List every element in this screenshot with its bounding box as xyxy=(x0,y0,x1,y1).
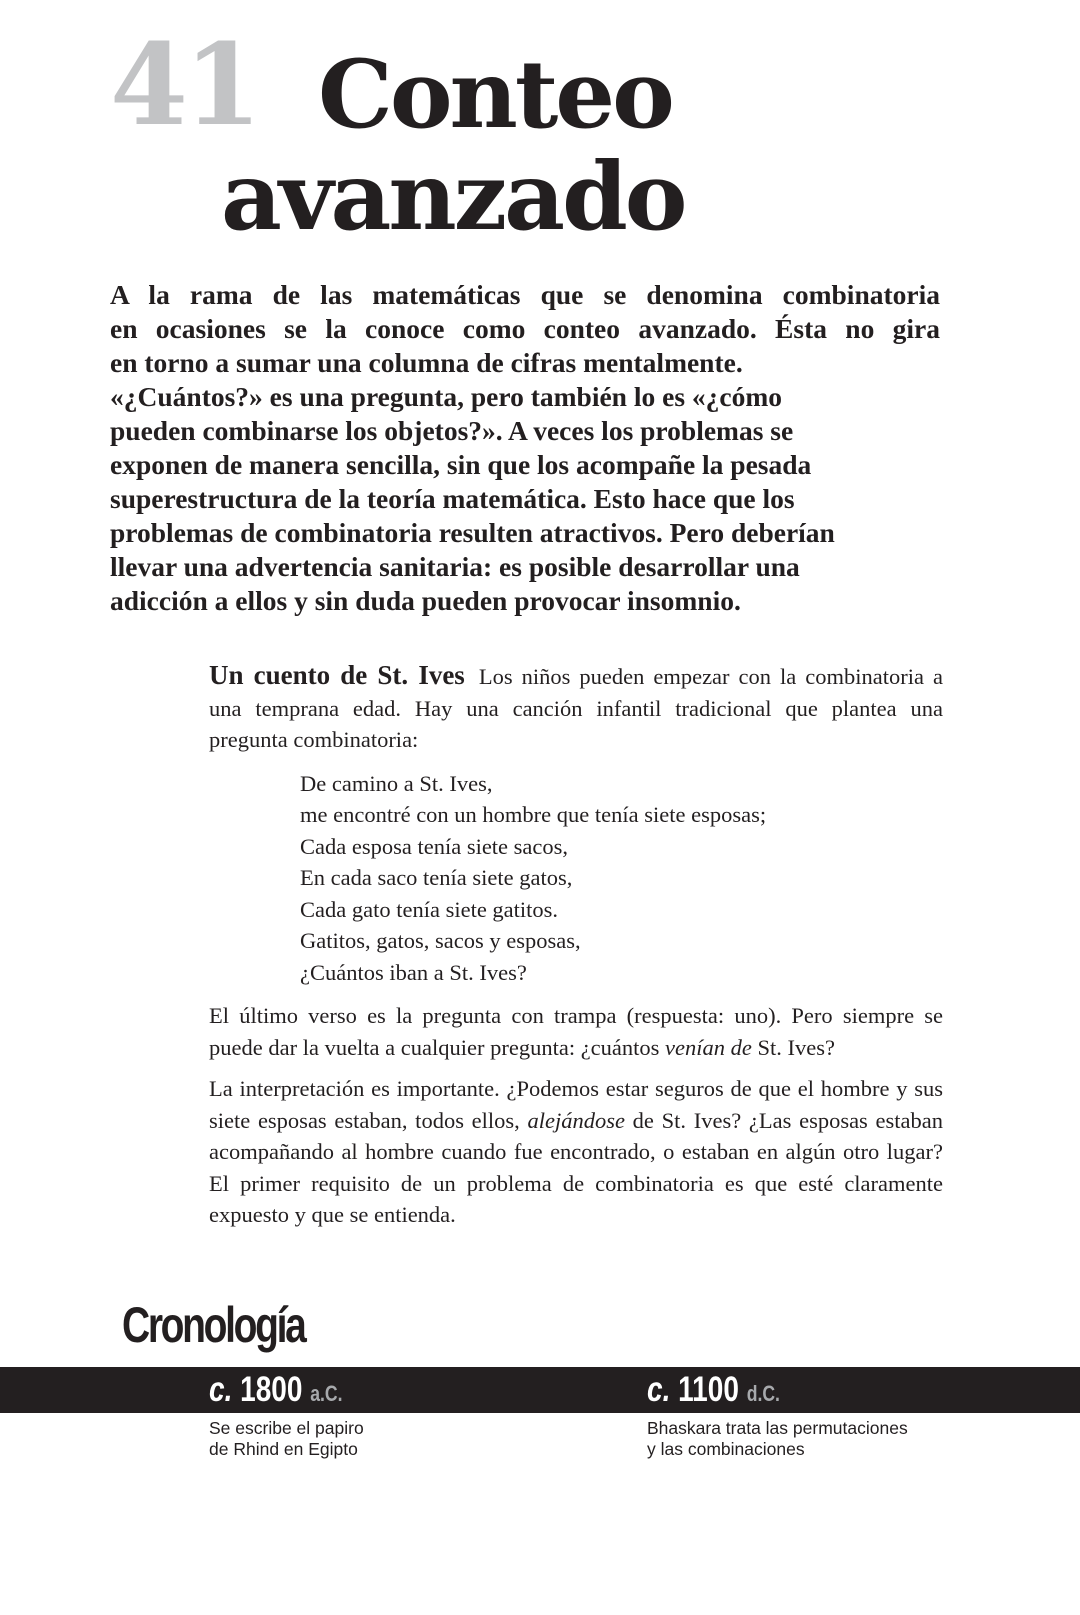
intro-paragraph xyxy=(110,278,940,618)
timeline-description-2 xyxy=(647,1418,908,1460)
description-line: de Rhind en Egipto xyxy=(209,1439,358,1459)
intro-line: en ocasiones se la conoce como conteo avanzado. Ésta no gira xyxy=(110,313,940,344)
poem-line: Cada gato tenía siete gatitos. xyxy=(300,896,559,922)
intro-line: adicción a ellos y sin duda pueden provocar insomnio. xyxy=(110,585,741,616)
poem-line: me encontré con un hombre que tenía siete esposas; xyxy=(300,802,767,827)
emphasis: alejándose xyxy=(527,1107,625,1133)
timeline-band xyxy=(0,1367,1080,1413)
timeline-description-1 xyxy=(209,1418,364,1460)
intro-line: superestructura de la teoría matemática. Esto hace que los xyxy=(110,483,795,514)
description-line: Se escribe el papiro xyxy=(209,1418,364,1438)
paragraph-text: La interpretación es importante. ¿Podemos estar seguros de que el hombre y sus siete esposas estaban, todos ellos, xyxy=(209,1076,943,1133)
chapter-title-line-2: avanzado xyxy=(221,142,685,252)
emphasis: venían de xyxy=(665,1034,752,1060)
section-body xyxy=(209,660,943,1231)
paragraph-text: de St. Ives? ¿Las esposas estaban acompañando al hombre cuando fue encontrado, o estaban en algún otro lugar? El primer requisito de un problema de combinatoria es que esté claramente expuesto y que se entienda. xyxy=(209,1107,943,1227)
poem-line: Cada esposa tenía siete sacos, xyxy=(300,833,569,859)
intro-line: A la rama de las matemáticas que se denomina combinatoria xyxy=(110,279,940,310)
poem-line: En cada saco tenía siete gatos, xyxy=(300,865,573,890)
year: 1800 xyxy=(240,1370,303,1409)
timeline-date-2 xyxy=(647,1369,780,1415)
timeline-date-1 xyxy=(209,1369,343,1415)
section-heading: Un cuento de St. Ives xyxy=(209,660,465,690)
intro-line: en torno a sumar una columna de cifras mentalmente. xyxy=(110,347,743,378)
circa-label: c. xyxy=(209,1370,233,1409)
intro-line: llevar una advertencia sanitaria: es posible desarrollar una xyxy=(110,551,800,582)
paragraph-text: Los niños pueden empezar con la combinatoria a una temprana edad. Hay una canción infantil tradicional que plantea una pregunta combinatoria: xyxy=(209,664,944,752)
era: a.C. xyxy=(310,1381,343,1406)
year: 1100 xyxy=(678,1370,739,1409)
section-paragraph-2 xyxy=(209,1000,943,1063)
paragraph-text: St. Ives? xyxy=(751,1034,836,1060)
section-paragraph-1 xyxy=(209,660,943,756)
paragraph-text: El último verso es la pregunta con trampa (respuesta: uno). Pero siempre se puede dar la vuelta a cualquier pregunta: ¿cuántos xyxy=(209,1003,943,1060)
intro-line: exponen de manera sencilla, sin que los acompañe la pesada xyxy=(110,449,812,480)
poem-line: De camino a St. Ives, xyxy=(300,770,493,796)
description-line: y las combinaciones xyxy=(647,1439,805,1459)
description-line: Bhaskara trata las permutaciones xyxy=(647,1418,908,1438)
chapter-number: 41 xyxy=(110,20,258,151)
intro-line: pueden combinarse los objetos?». A veces los problemas se xyxy=(110,415,794,446)
poem-line: ¿Cuántos iban a St. Ives? xyxy=(300,959,527,985)
circa-label: c. xyxy=(647,1370,671,1409)
chapter-title-line-1: Conteo xyxy=(318,40,672,150)
poem xyxy=(300,768,943,989)
timeline-title: Cronología xyxy=(122,1297,305,1353)
section-paragraph-3 xyxy=(209,1073,943,1231)
era: d.C. xyxy=(746,1381,780,1406)
intro-line: problemas de combinatoria resulten atractivos. Pero deberían xyxy=(110,517,835,548)
intro-line: «¿Cuántos?» es una pregunta, pero también lo es «¿cómo xyxy=(110,381,783,412)
poem-line: Gatitos, gatos, sacos y esposas, xyxy=(300,928,581,953)
